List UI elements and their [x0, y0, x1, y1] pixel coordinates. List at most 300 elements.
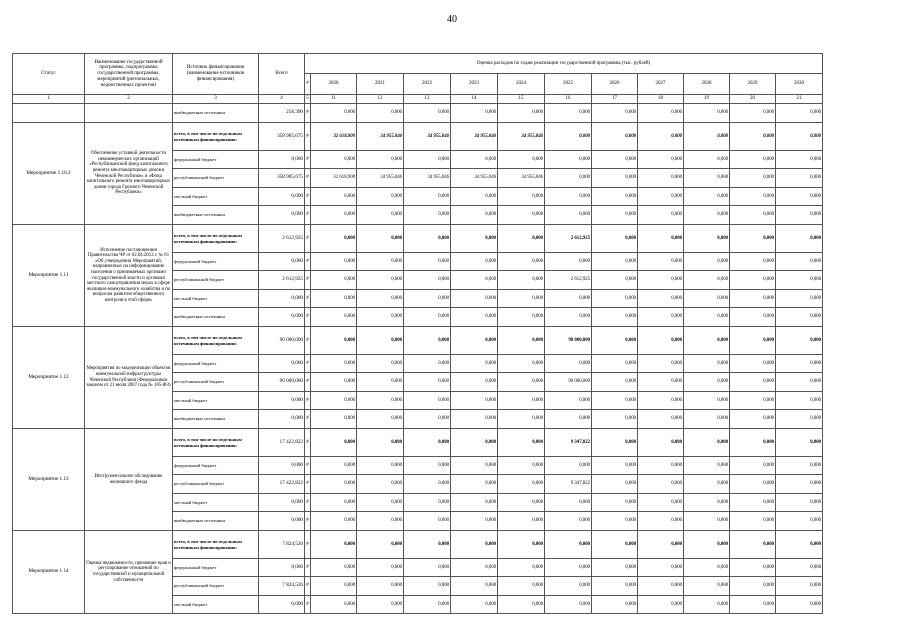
- funding-source: всего, в том числе по отдельным источникам финансирования:: [173, 225, 259, 253]
- year-value: 0,000: [684, 373, 730, 392]
- year-value: 0,000: [638, 308, 684, 327]
- year-value: 0,000: [592, 290, 638, 308]
- year-value: 0,000: [776, 392, 823, 410]
- year-value: 0,000: [545, 355, 592, 373]
- year-value: 0,000: [545, 253, 592, 271]
- hash-mark: #: [305, 308, 311, 327]
- year-value: 0,000: [498, 327, 545, 355]
- year-value: 0,000: [776, 577, 823, 596]
- budget-table: [12, 53, 823, 614]
- year-value: 0,000: [404, 271, 451, 290]
- year-value: 0,000: [498, 531, 545, 559]
- year-value: 0,000: [311, 206, 357, 225]
- funding-source: всего, в том числе по отдельным источникам финансирования:: [173, 429, 259, 457]
- hash-mark: #: [305, 531, 311, 559]
- year-value: 0,000: [404, 188, 451, 206]
- column-number: 21: [776, 95, 823, 104]
- year-value: 0,000: [776, 475, 823, 494]
- year-value: 0,000: [545, 494, 592, 512]
- year-value: 0,000: [638, 559, 684, 577]
- year-value: 0,000: [730, 169, 776, 188]
- year-value: 0,000: [451, 512, 498, 531]
- hash-mark: #: [305, 327, 311, 355]
- column-number: 14: [451, 95, 498, 104]
- year-value: 0,000: [730, 253, 776, 271]
- year-value: 0,000: [311, 577, 357, 596]
- year-value: 0,000: [451, 392, 498, 410]
- year-value: 0,000: [684, 308, 730, 327]
- year-value: 0,000: [498, 271, 545, 290]
- year-value: 0,000: [684, 392, 730, 410]
- header-estimate: Оценка расходов по годам реализации государственной программы (тыс. рублей): [305, 54, 823, 74]
- year-value: 0,000: [451, 253, 498, 271]
- year-value: 0,000: [311, 531, 357, 559]
- year-value: 0,000: [730, 475, 776, 494]
- column-number: 4: [259, 95, 305, 104]
- year-value: 0,000: [311, 308, 357, 327]
- year-value: 0,000: [545, 512, 592, 531]
- year-value: 0,000: [357, 188, 404, 206]
- year-value: 0,000: [776, 188, 823, 206]
- funding-source: внебюджетные источники: [173, 308, 259, 327]
- row-total: 0,000: [259, 512, 305, 531]
- row-total: 0,000: [259, 206, 305, 225]
- year-value: 0,000: [638, 206, 684, 225]
- year-value: 0,000: [638, 373, 684, 392]
- year-value: 2 612,925: [545, 271, 592, 290]
- year-value: 0,000: [638, 596, 684, 614]
- year-value: 0,000: [730, 392, 776, 410]
- year-value: 0,000: [404, 392, 451, 410]
- header-year: 2029: [730, 74, 776, 95]
- year-value: 0,000: [545, 457, 592, 475]
- hash-mark: #: [305, 494, 311, 512]
- funding-source: внебюджетные источники: [173, 410, 259, 429]
- measure-status: Мероприятие 1.14: [13, 531, 85, 614]
- year-value: 0,000: [684, 596, 730, 614]
- year-value: 0,000: [311, 327, 357, 355]
- year-value: 0,000: [545, 104, 592, 123]
- year-value: 0,000: [592, 577, 638, 596]
- table-row: [13, 327, 823, 355]
- hash-mark: #: [305, 392, 311, 410]
- year-value: 0,000: [451, 577, 498, 596]
- year-value: 0,000: [592, 123, 638, 151]
- year-value: 0,000: [451, 151, 498, 169]
- year-value: 34 955,046: [498, 169, 545, 188]
- year-value: 0,000: [498, 512, 545, 531]
- page-number: 40: [447, 14, 457, 25]
- measure-description: Исполнение постановления Правительства ЧР от 02.04.2013 г. № 81 «Об утверждении Мероприятий, направленных на информирование населения о принимаемых органами государственной власти и органами местного самоуправления мерах в сфере жилищно-коммунального хозяйства и по вопросам развития общественного контроля в этой сфере»: [85, 225, 173, 327]
- year-value: 0,000: [357, 327, 404, 355]
- funding-source: федеральный бюджет: [173, 355, 259, 373]
- year-value: 0,000: [545, 596, 592, 614]
- row-total: 0,000: [259, 253, 305, 271]
- header-program-name: Наименование государственной программы, подпрограммы государственной программы, мероприятий (региональных, ведомственных проектов): [85, 54, 173, 95]
- header-year: 2030: [776, 74, 823, 95]
- year-value: 0,000: [684, 429, 730, 457]
- year-value: 0,000: [684, 577, 730, 596]
- year-value: 0,000: [404, 225, 451, 253]
- year-value: 0,000: [638, 392, 684, 410]
- column-number: 1: [13, 95, 85, 104]
- year-value: 0,000: [592, 355, 638, 373]
- year-value: 0,000: [730, 327, 776, 355]
- year-value: 0,000: [404, 253, 451, 271]
- row-total: 17 422,822: [259, 475, 305, 494]
- funding-source: внебюджетные источники: [173, 104, 259, 123]
- header-year: 2024: [498, 74, 545, 95]
- year-value: 0,000: [730, 559, 776, 577]
- year-value: 0,000: [592, 206, 638, 225]
- column-number: 5: [305, 95, 311, 104]
- column-number: 16: [545, 95, 592, 104]
- year-value: 0,000: [404, 151, 451, 169]
- year-value: 0,000: [451, 596, 498, 614]
- year-value: 0,000: [684, 355, 730, 373]
- year-value: 0,000: [776, 206, 823, 225]
- year-value: 0,000: [404, 308, 451, 327]
- measure-description: Обеспечение уставной деятельности некоммерческих организаций «Республиканский фонд капитального ремонта многоквартирных домов в Чеченской Республике» и «Фонд капитального ремонта многоквартирных домов города Грозного Чеченской Республики»: [85, 123, 173, 225]
- year-value: 0,000: [451, 104, 498, 123]
- hash-mark: #: [305, 123, 311, 151]
- year-value: 0,000: [730, 577, 776, 596]
- row-total: 0,000: [259, 596, 305, 614]
- year-value: 0,000: [451, 457, 498, 475]
- year-value: 0,000: [498, 559, 545, 577]
- year-value: 0,000: [498, 188, 545, 206]
- year-value: 0,000: [357, 457, 404, 475]
- header-total: Всего: [259, 54, 305, 95]
- hash-mark: #: [305, 169, 311, 188]
- year-value: 0,000: [404, 104, 451, 123]
- year-value: 0,000: [638, 188, 684, 206]
- year-value: 0,000: [776, 290, 823, 308]
- hash-mark: #: [305, 290, 311, 308]
- year-value: 0,000: [638, 457, 684, 475]
- measure-status: Мероприятие 1.12: [13, 327, 85, 429]
- year-value: 0,000: [451, 188, 498, 206]
- funding-source: местный бюджет: [173, 596, 259, 614]
- year-value: 0,000: [592, 596, 638, 614]
- year-value: 0,000: [357, 577, 404, 596]
- column-number: 12: [357, 95, 404, 104]
- measure-description: Оценка недвижимости, признание прав и регулирование отношений по государственной и муниципальной собственности: [85, 531, 173, 614]
- row-total: 0,000: [259, 151, 305, 169]
- row-total: 358 905,675: [259, 123, 305, 151]
- column-number: 19: [684, 95, 730, 104]
- column-number: 11: [311, 95, 357, 104]
- year-value: 0,000: [357, 392, 404, 410]
- year-value: 34 955,046: [404, 123, 451, 151]
- row-total: 0,000: [259, 290, 305, 308]
- year-value: 0,000: [730, 373, 776, 392]
- year-value: 0,000: [451, 271, 498, 290]
- year-value: 0,000: [357, 531, 404, 559]
- year-value: 0,000: [684, 475, 730, 494]
- hash-mark: #: [305, 188, 311, 206]
- hash-mark: #: [305, 429, 311, 457]
- year-value: 0,000: [357, 355, 404, 373]
- year-value: 0,000: [357, 253, 404, 271]
- funding-source: всего, в том числе по отдельным источникам финансирования:: [173, 327, 259, 355]
- year-value: 0,000: [545, 169, 592, 188]
- year-value: 0,000: [684, 512, 730, 531]
- year-value: 0,000: [311, 512, 357, 531]
- column-number: 18: [638, 95, 684, 104]
- year-value: 0,000: [638, 494, 684, 512]
- year-value: 0,000: [311, 475, 357, 494]
- year-value: 0,000: [638, 253, 684, 271]
- year-value: 0,000: [498, 206, 545, 225]
- row-total: 358 905,675: [259, 169, 305, 188]
- year-value: 0,000: [592, 531, 638, 559]
- year-value: 0,000: [592, 188, 638, 206]
- year-value: 0,000: [638, 104, 684, 123]
- year-value: 34 955,046: [498, 123, 545, 151]
- column-number: 2: [85, 95, 173, 104]
- header-year: 2022: [404, 74, 451, 95]
- year-value: 0,000: [730, 429, 776, 457]
- year-value: 0,000: [776, 225, 823, 253]
- year-value: 0,000: [404, 475, 451, 494]
- year-value: 32 618,900: [311, 123, 357, 151]
- year-value: 0,000: [638, 429, 684, 457]
- year-value: 0,000: [404, 373, 451, 392]
- year-value: 0,000: [545, 290, 592, 308]
- year-value: 0,000: [498, 104, 545, 123]
- year-value: 0,000: [730, 596, 776, 614]
- header-year: 2027: [638, 74, 684, 95]
- year-value: 0,000: [684, 169, 730, 188]
- year-value: 0,000: [776, 429, 823, 457]
- year-value: 0,000: [311, 494, 357, 512]
- row-total: 2 612,925: [259, 271, 305, 290]
- year-value: 0,000: [684, 188, 730, 206]
- row-total: 0,000: [259, 559, 305, 577]
- hash-mark: #: [305, 596, 311, 614]
- year-value: 0,000: [730, 104, 776, 123]
- year-value: 0,000: [451, 531, 498, 559]
- year-value: 0,000: [404, 355, 451, 373]
- year-value: 0,000: [730, 457, 776, 475]
- year-value: 0,000: [357, 475, 404, 494]
- year-value: 0,000: [311, 225, 357, 253]
- year-value: 0,000: [545, 188, 592, 206]
- measure-description: Инструментальное обследование жилищного фонда: [85, 429, 173, 531]
- year-value: 0,000: [498, 355, 545, 373]
- row-total: 0,000: [259, 188, 305, 206]
- year-value: 0,000: [357, 373, 404, 392]
- year-value: 0,000: [776, 494, 823, 512]
- year-value: 0,000: [592, 225, 638, 253]
- hash-mark: #: [305, 373, 311, 392]
- year-value: 0,000: [404, 494, 451, 512]
- year-value: 0,000: [592, 104, 638, 123]
- year-value: 0,000: [545, 531, 592, 559]
- year-value: 0,000: [498, 577, 545, 596]
- year-value: 0,000: [404, 559, 451, 577]
- hash-mark: #: [305, 475, 311, 494]
- year-value: 0,000: [776, 355, 823, 373]
- funding-source: республиканский бюджет: [173, 475, 259, 494]
- year-value: 0,000: [357, 596, 404, 614]
- row-total: 0,000: [259, 392, 305, 410]
- year-value: 34 955,046: [451, 169, 498, 188]
- header-year: 2025: [545, 74, 592, 95]
- year-value: 0,000: [776, 531, 823, 559]
- year-value: 0,000: [311, 104, 357, 123]
- year-value: 0,000: [404, 457, 451, 475]
- year-value: 0,000: [684, 327, 730, 355]
- year-value: 0,000: [684, 531, 730, 559]
- year-value: 0,000: [357, 512, 404, 531]
- year-value: 0,000: [638, 512, 684, 531]
- column-number: 13: [404, 95, 451, 104]
- header-status: Статус: [13, 54, 85, 95]
- year-value: 0,000: [592, 151, 638, 169]
- year-value: 0,000: [730, 271, 776, 290]
- year-value: 0,000: [776, 559, 823, 577]
- year-value: 0,000: [776, 512, 823, 531]
- year-value: 0,000: [730, 531, 776, 559]
- year-value: 0,000: [592, 392, 638, 410]
- year-value: 0,000: [776, 457, 823, 475]
- funding-source: федеральный бюджет: [173, 253, 259, 271]
- year-value: 0,000: [357, 104, 404, 123]
- funding-source: федеральный бюджет: [173, 559, 259, 577]
- year-value: 0,000: [451, 373, 498, 392]
- row-total: 0,000: [259, 457, 305, 475]
- year-value: 0,000: [357, 271, 404, 290]
- row-total: 0,000: [259, 494, 305, 512]
- year-value: 0,000: [776, 308, 823, 327]
- hash-mark: #: [305, 225, 311, 253]
- row-total: 0,000: [259, 308, 305, 327]
- year-value: 0,000: [776, 253, 823, 271]
- measure-description: Мероприятия по модернизации объектов коммунальной инфраструктуры Чеченской Республики (Федеральным законом от 21 июля 2007 года № 185-ФЗ): [85, 327, 173, 429]
- header-year: 2023: [451, 74, 498, 95]
- year-value: 0,000: [404, 531, 451, 559]
- year-value: 0,000: [451, 494, 498, 512]
- year-value: 0,000: [545, 392, 592, 410]
- year-value: 0,000: [638, 475, 684, 494]
- row-total: 0,000: [259, 355, 305, 373]
- year-value: 0,000: [545, 559, 592, 577]
- year-value: 0,000: [730, 225, 776, 253]
- year-value: 0,000: [311, 151, 357, 169]
- year-value: 2 612,925: [545, 225, 592, 253]
- year-value: 0,000: [311, 355, 357, 373]
- funding-source: местный бюджет: [173, 188, 259, 206]
- year-value: 0,000: [451, 225, 498, 253]
- year-value: 0,000: [451, 559, 498, 577]
- hash-mark: #: [305, 104, 311, 123]
- year-value: 0,000: [730, 308, 776, 327]
- year-value: 0,000: [404, 577, 451, 596]
- funding-source: федеральный бюджет: [173, 457, 259, 475]
- year-value: 0,000: [730, 355, 776, 373]
- year-value: 0,000: [357, 151, 404, 169]
- year-value: 0,000: [684, 559, 730, 577]
- funding-source: всего, в том числе по отдельным источникам финансирования:: [173, 531, 259, 559]
- year-value: 0,000: [638, 327, 684, 355]
- header-year: 2021: [357, 74, 404, 95]
- header-year: 2020: [311, 74, 357, 95]
- year-value: 32 618,900: [311, 169, 357, 188]
- year-value: 0,000: [592, 271, 638, 290]
- year-value: 0,000: [592, 494, 638, 512]
- column-number: 17: [592, 95, 638, 104]
- year-value: 0,000: [451, 290, 498, 308]
- year-value: 0,000: [357, 225, 404, 253]
- year-value: 0,000: [638, 410, 684, 429]
- table-row: [13, 104, 823, 123]
- year-value: 34 955,046: [357, 123, 404, 151]
- year-value: 0,000: [730, 512, 776, 531]
- year-value: 0,000: [311, 290, 357, 308]
- year-value: 0,000: [404, 429, 451, 457]
- measure-status: Мероприятие 1.11: [13, 225, 85, 327]
- year-value: 34 955,046: [451, 123, 498, 151]
- empty-desc-cell: [85, 104, 173, 123]
- year-value: 0,000: [684, 290, 730, 308]
- year-value: 0,000: [684, 271, 730, 290]
- hash-mark: #: [305, 559, 311, 577]
- year-value: 0,000: [451, 475, 498, 494]
- year-value: 0,000: [311, 410, 357, 429]
- header-hash: #: [305, 74, 311, 95]
- year-value: 0,000: [638, 531, 684, 559]
- year-value: 0,000: [684, 410, 730, 429]
- year-value: 0,000: [684, 123, 730, 151]
- year-value: 0,000: [776, 271, 823, 290]
- hash-mark: #: [305, 457, 311, 475]
- year-value: 0,000: [592, 559, 638, 577]
- funding-source: всего, в том числе по отдельным источникам финансирования:: [173, 123, 259, 151]
- row-total: 90 000,000: [259, 327, 305, 355]
- year-value: 0,000: [545, 308, 592, 327]
- funding-source: федеральный бюджет: [173, 151, 259, 169]
- row-total: 90 000,000: [259, 373, 305, 392]
- year-value: 0,000: [404, 206, 451, 225]
- table-row: [13, 531, 823, 559]
- year-value: 0,000: [498, 392, 545, 410]
- hash-mark: #: [305, 271, 311, 290]
- year-value: 0,000: [638, 169, 684, 188]
- year-value: 0,000: [776, 596, 823, 614]
- year-value: 0,000: [357, 494, 404, 512]
- row-total: 7 824,526: [259, 531, 305, 559]
- empty-status-cell: [13, 104, 85, 123]
- year-value: 0,000: [545, 410, 592, 429]
- year-value: 0,000: [730, 206, 776, 225]
- year-value: 0,000: [638, 577, 684, 596]
- column-number: 15: [498, 95, 545, 104]
- year-value: 0,000: [357, 290, 404, 308]
- year-value: 0,000: [776, 169, 823, 188]
- row-total: 2 612,925: [259, 225, 305, 253]
- hash-mark: #: [305, 512, 311, 531]
- hash-mark: #: [305, 410, 311, 429]
- row-total: 7 824,526: [259, 577, 305, 596]
- year-value: 0,000: [404, 290, 451, 308]
- year-value: 0,000: [451, 308, 498, 327]
- year-value: 0,000: [638, 271, 684, 290]
- table-row: [13, 225, 823, 253]
- year-value: 0,000: [404, 410, 451, 429]
- year-value: 0,000: [684, 104, 730, 123]
